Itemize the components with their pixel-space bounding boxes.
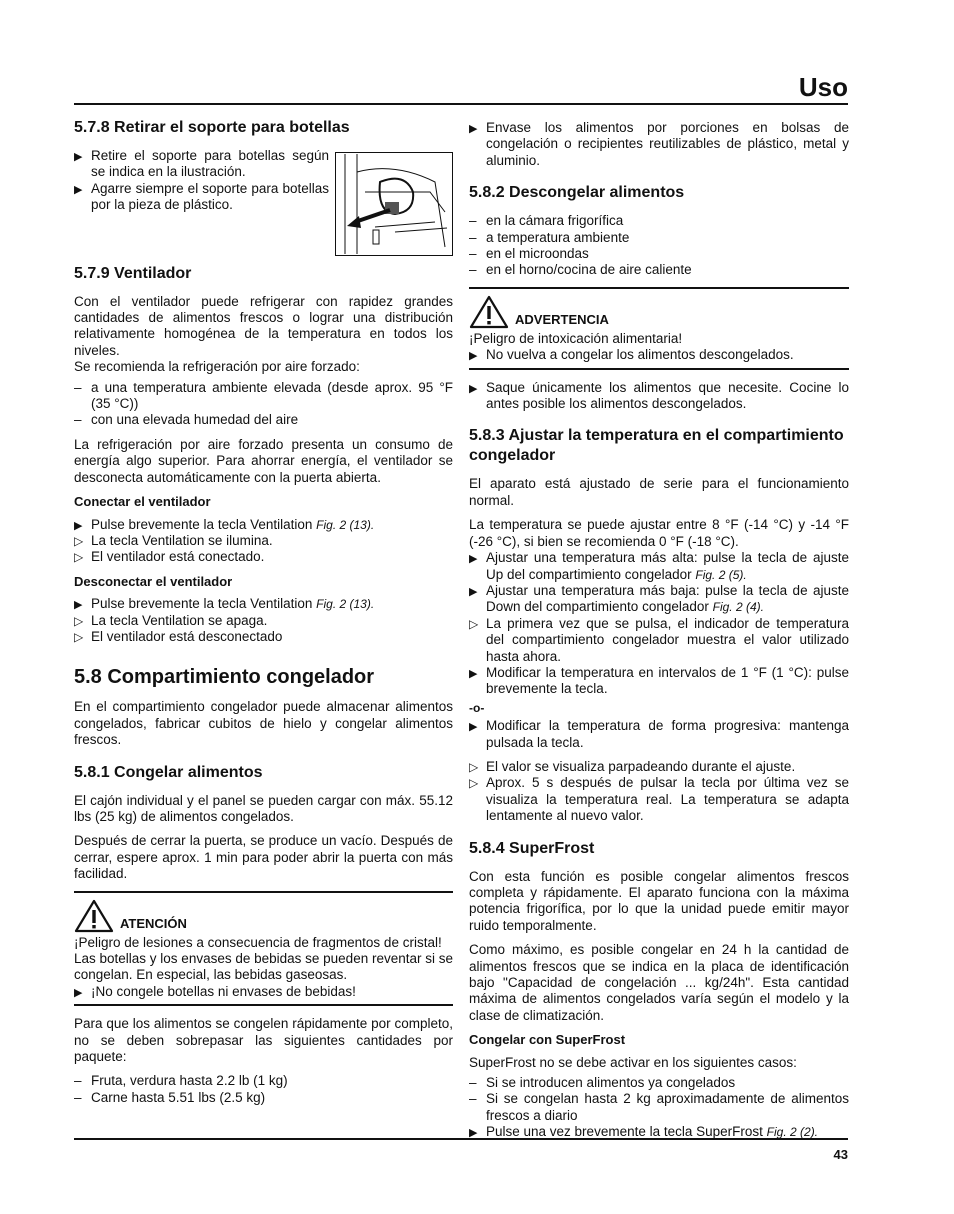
list-item: ▷ La tecla Ventilation se ilumina. bbox=[74, 533, 453, 549]
list-item: ▶ Modificar la temperatura de forma progresiva: mantenga pulsada la tecla. bbox=[469, 718, 849, 751]
paragraph: SuperFrost no se debe activar en los siguientes casos: bbox=[469, 1054, 797, 1070]
list-item: ▷ El ventilador está conectado. bbox=[74, 549, 453, 565]
list-item: – en la cámara frigorífica bbox=[469, 213, 849, 229]
subheading: Congelar con SuperFrost bbox=[469, 1032, 626, 1048]
section-heading: 5.8.1 Congelar alimentos bbox=[74, 763, 263, 781]
right-column bbox=[469, 120, 849, 1149]
step-list bbox=[74, 596, 453, 645]
section-heading: 5.8.4 SuperFrost bbox=[469, 839, 595, 857]
list-item: ▶ Agarre siempre el soporte para botellas por la pieza de plástico. bbox=[74, 181, 329, 214]
list-item: ▶ Pulse una vez brevemente la tecla SuperFrost Fig. 2 (2). bbox=[469, 1124, 849, 1140]
paragraph: El aparato está ajustado de serie para el funcionamiento normal. bbox=[469, 476, 849, 508]
list-item: ▶ ¡No congele botellas ni envases de bebidas! bbox=[74, 984, 453, 1000]
list-item: ▶ Pulse brevemente la tecla Ventilation Fig. 2 (13). bbox=[74, 596, 453, 612]
page-number: 43 bbox=[833, 1147, 848, 1162]
arrow-icon bbox=[469, 665, 483, 682]
arrow-icon bbox=[469, 380, 483, 397]
paragraph: Después de cerrar la puerta, se produce un vacío. Después de cerrar, espere aprox. 1 min para poder abrir la puerta con más facilidad. bbox=[74, 833, 453, 882]
list-item: ▶ Saque únicamente los alimentos que necesite. Cocine lo antes posible los alimentos descongelados. bbox=[469, 380, 849, 413]
list-item: ▶ Pulse brevemente la tecla Ventilation Fig. 2 (13). bbox=[74, 517, 453, 533]
step-list bbox=[74, 984, 453, 1000]
arrow-icon bbox=[74, 181, 88, 198]
subheading: Conectar el ventilador bbox=[74, 494, 211, 510]
list-item: ▷ El ventilador está desconectado bbox=[74, 629, 453, 645]
result-arrow-icon bbox=[74, 549, 88, 565]
page-title: Uso bbox=[798, 72, 848, 102]
step-list bbox=[469, 347, 849, 363]
paragraph: Como máximo, es posible congelar en 24 h la cantidad de alimentos frescos que se indica en la placa de identificación bajo "Capacidad de congelación ... kg/24h". Esta cantidad máxima de alimentos congelados varía según el modelo y la clase de climatización. bbox=[469, 942, 849, 1023]
paragraph: Para que los alimentos se congelen rápidamente por completo, no se deben sobrepasar las siguientes cantidades por paquete: bbox=[74, 1016, 453, 1065]
arrow-icon bbox=[469, 120, 483, 137]
list-item: ▶ Retire el soporte para botellas según se indica en la ilustración. bbox=[74, 148, 329, 181]
warning-icon bbox=[74, 899, 114, 933]
list-item: – Fruta, verdura hasta 2.2 lb (1 kg) bbox=[74, 1073, 453, 1089]
warning-title: ADVERTENCIA bbox=[515, 312, 609, 328]
result-arrow-icon bbox=[469, 775, 483, 791]
result-arrow-icon bbox=[469, 616, 483, 632]
result-arrow-icon bbox=[469, 759, 483, 775]
paragraph: ¡Peligro de lesiones a consecuencia de fragmentos de cristal! bbox=[74, 934, 442, 950]
paragraph: ¡Peligro de intoxicación alimentaria! bbox=[469, 330, 683, 346]
list-item: – Si se introducen alimentos ya congelados bbox=[469, 1075, 849, 1091]
paragraph: La refrigeración por aire forzado presenta un consumo de energía algo superior. Para ahorrar energía, el ventilador se desconecta automáticamente con la puerta abierta. bbox=[74, 436, 453, 485]
condition-list bbox=[74, 380, 453, 429]
arrow-icon bbox=[469, 583, 483, 600]
case-list bbox=[469, 1075, 849, 1124]
paragraph: El cajón individual y el panel se pueden cargar con máx. 55.12 lbs (25 kg) de alimentos congelados. bbox=[74, 792, 453, 824]
list-item: ▷ El valor se visualiza parpadeando durante el ajuste. bbox=[469, 759, 849, 775]
list-item: ▶ No vuelva a congelar los alimentos descongelados. bbox=[469, 347, 849, 363]
step-list bbox=[74, 517, 453, 566]
paragraph: La temperatura se puede ajustar entre 8 °F (-14 °C) y -14 °F (-26 °C), si bien se recomienda 0 °F (-18 °C). bbox=[469, 517, 849, 549]
list-item: ▶ Ajustar una temperatura más baja: pulse la tecla de ajuste Down del compartimiento congelador Fig. 2 (4). bbox=[469, 583, 849, 616]
step-list bbox=[469, 120, 849, 169]
caution-title: ATENCIÓN bbox=[120, 916, 187, 932]
list-item: ▶ Modificar la temperatura en intervalos de 1 °F (1 °C): pulse brevemente la tecla. bbox=[469, 665, 849, 698]
arrow-icon bbox=[74, 148, 88, 165]
section-heading: 5.7.9 Ventilador bbox=[74, 264, 192, 282]
arrow-icon bbox=[469, 347, 483, 364]
step-list bbox=[74, 148, 329, 214]
caution-box bbox=[74, 891, 453, 1007]
section-5-7-8 bbox=[74, 118, 453, 214]
section-heading: 5.8.3 Ajustar la temperatura en el compartimiento congelador bbox=[469, 427, 844, 465]
thaw-list bbox=[469, 213, 849, 279]
section-5-7-9 bbox=[74, 264, 453, 646]
step-list bbox=[469, 380, 849, 413]
warning-icon bbox=[469, 295, 509, 329]
or-separator: -o- bbox=[469, 700, 485, 715]
arrow-icon bbox=[74, 596, 88, 613]
arrow-icon bbox=[74, 984, 88, 1001]
quantity-list bbox=[74, 1073, 453, 1106]
header-rule bbox=[74, 103, 848, 105]
arrow-icon bbox=[469, 550, 483, 567]
result-arrow-icon bbox=[74, 613, 88, 629]
step-list bbox=[469, 550, 849, 698]
list-item: – en el horno/cocina de aire caliente bbox=[469, 262, 849, 278]
section-heading: 5.7.8 Retirar el soporte para botellas bbox=[74, 119, 350, 136]
paragraph: Con esta función es posible congelar alimentos frescos completa y rápidamente. El aparato funciona con la máxima potencia frigorífica, por lo que la unidad puede emitir mayor ruido temporalmente. bbox=[469, 868, 849, 933]
list-item: – a una temperatura ambiente elevada (desde aprox. 95 °F (35 °C)) bbox=[74, 380, 453, 413]
paragraph: Se recomienda la refrigeración por aire forzado: bbox=[74, 359, 360, 375]
paragraph: Las botellas y los envases de bebidas se pueden reventar si se congelan. En especial, las bebidas gaseosas. bbox=[74, 951, 453, 983]
list-item: – a temperatura ambiente bbox=[469, 230, 849, 246]
bottle-holder-illustration bbox=[335, 152, 453, 256]
list-item: – Si se congelan hasta 2 kg aproximadamente de alimentos frescos a diario bbox=[469, 1091, 849, 1124]
paragraph: Con el ventilador puede refrigerar con rapidez grandes cantidades de alimentos frescos o lograr una distribución relativamente homogénea de la temperatura en todos los niveles. bbox=[74, 293, 453, 358]
list-item: – Carne hasta 5.51 lbs (2.5 kg) bbox=[74, 1090, 453, 1106]
list-item: ▷ Aprox. 5 s después de pulsar la tecla por última vez se visualiza la temperatura real. La temperatura se adapta lentamente al nuevo valor. bbox=[469, 775, 849, 824]
left-column bbox=[74, 118, 453, 1114]
section-heading: 5.8.2 Descongelar alimentos bbox=[469, 184, 685, 202]
arrow-icon bbox=[74, 517, 88, 534]
list-item: ▷ La primera vez que se pulsa, el indicador de temperatura del compartimiento congelador muestra el valor utilizado hasta ahora. bbox=[469, 616, 849, 665]
warning-box bbox=[469, 287, 849, 370]
list-item: ▶ Ajustar una temperatura más alta: pulse la tecla de ajuste Up del compartimiento congelador Fig. 2 (5). bbox=[469, 550, 849, 583]
list-item: ▷ La tecla Ventilation se apaga. bbox=[74, 613, 453, 629]
footer-rule bbox=[74, 1138, 848, 1140]
result-arrow-icon bbox=[74, 533, 88, 549]
arrow-icon bbox=[469, 718, 483, 735]
chapter-heading: 5.8 Compartimiento congelador bbox=[74, 666, 375, 689]
list-item: – con una elevada humedad del aire bbox=[74, 412, 453, 428]
result-list bbox=[469, 759, 849, 825]
step-list bbox=[469, 718, 849, 751]
list-item: ▶ Envase los alimentos por porciones en bolsas de congelación o recipientes reutilizables de plástico, metal y aluminio. bbox=[469, 120, 849, 169]
list-item: – en el microondas bbox=[469, 246, 849, 262]
paragraph: En el compartimiento congelador puede almacenar alimentos congelados, fabricar cubitos de hielo y congelar alimentos frescos. bbox=[74, 699, 453, 748]
subheading: Desconectar el ventilador bbox=[74, 573, 233, 589]
result-arrow-icon bbox=[74, 629, 88, 645]
